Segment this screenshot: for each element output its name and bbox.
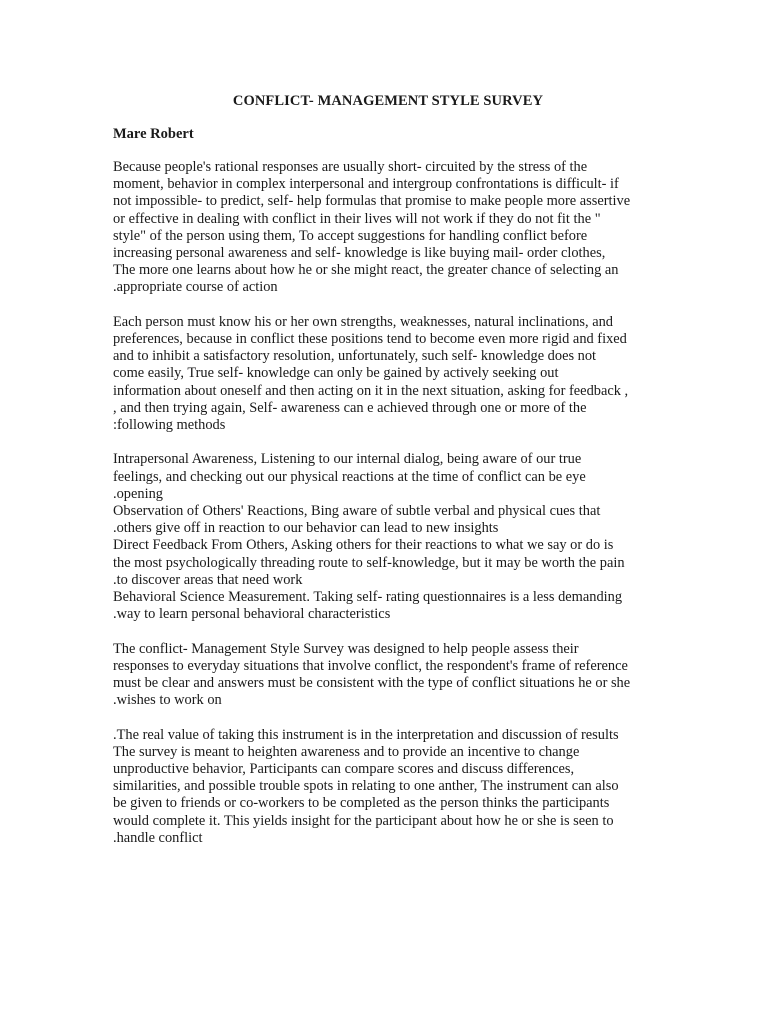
text-line: moment, behavior in complex interpersonal and intergroup confrontations is difficult- if	[113, 176, 619, 193]
text-line: .others give off in reaction to our behavior can lead to new insights	[113, 520, 499, 537]
text-line: or effective in dealing with conflict in their lives will not work if they do not fit the "	[113, 210, 601, 227]
text-line: similarities, and possible trouble spots in relating to one anther, The instrument can also	[113, 778, 619, 795]
text-line: the most psychologically threading route to self-knowledge, but it may be worth the pain	[113, 554, 625, 571]
text-line: responses to everyday situations that involve conflict, the respondent's frame of reference	[113, 657, 628, 674]
text-line: .way to learn personal behavioral characteristics	[113, 606, 391, 623]
paragraph-survey-purpose	[113, 641, 653, 710]
paragraph-methods	[113, 451, 653, 623]
text-line: .The real value of taking this instrument is in the interpretation and discussion of results	[113, 726, 619, 743]
document-page	[113, 92, 653, 847]
text-line: come easily, True self- knowledge can only be gained by actively seeking out	[113, 365, 559, 382]
text-line: and to inhibit a satisfactory resolution, unfortunately, such self- knowledge does not	[113, 348, 597, 365]
text-line: , and then trying again, Self- awareness can e achieved through one or more of the	[113, 399, 587, 416]
text-line: .to discover areas that need work	[113, 571, 303, 588]
paragraph-spacer	[113, 709, 653, 726]
text-line: .appropriate course of action	[113, 279, 278, 296]
text-line: would complete it. This yields insight for the participant about how he or she is seen to	[113, 812, 614, 829]
text-line: .wishes to work on	[113, 692, 222, 709]
text-line: The survey is meant to heighten awareness and to provide an incentive to change	[113, 743, 580, 760]
text-line: preferences, because in conflict these positions tend to become even more rigid and fixed	[113, 331, 627, 348]
text-line: feelings, and checking out our physical reactions at the time of conflict can be eye	[113, 468, 586, 485]
text-line: Because people's rational responses are usually short- circuited by the stress of the	[113, 159, 588, 175]
text-line: increasing personal awareness and self- knowledge is like buying mail- order clothes,	[113, 245, 606, 262]
paragraph-spacer	[113, 297, 653, 314]
document-title: CONFLICT- MANAGEMENT STYLE SURVEY	[232, 93, 544, 109]
text-line: :following methods	[113, 417, 226, 434]
text-line: Behavioral Science Measurement. Taking self- rating questionnaires is a less demanding	[113, 589, 623, 606]
text-line: .handle conflict	[113, 829, 203, 846]
text-line: The more one learns about how he or she might react, the greater chance of selecting an	[113, 262, 619, 279]
text-line: unproductive behavior, Participants can compare scores and discuss differences,	[113, 761, 575, 778]
text-line: Observation of Others' Reactions, Bing aware of subtle verbal and physical cues that	[113, 503, 601, 520]
text-line: must be clear and answers must be consistent with the type of conflict situations he or she	[113, 675, 631, 692]
paragraph-real-value	[113, 727, 653, 847]
text-line: not impossible- to predict, self- help formulas that promise to make people more assertive	[113, 193, 631, 210]
author-name: Mare Robert	[113, 126, 194, 142]
text-line: Intrapersonal Awareness, Listening to our internal dialog, being aware of our true	[113, 451, 582, 468]
text-line: information about oneself and then acting on it in the next situation, asking for feedback ,	[113, 382, 629, 399]
paragraph-intro	[113, 159, 653, 297]
paragraph-spacer	[113, 434, 653, 451]
text-line: style" of the person using them, To accept suggestions for handling conflict before	[113, 227, 588, 244]
text-line: Each person must know his or her own strengths, weaknesses, natural inclinations, and	[113, 313, 613, 330]
paragraph-spacer	[113, 623, 653, 640]
text-line: be given to friends or co-workers to be completed as the person thinks the participants	[113, 795, 610, 812]
text-line: Direct Feedback From Others, Asking others for their reactions to what we say or do is	[113, 537, 614, 554]
text-line: .opening	[113, 485, 163, 502]
paragraph-self-knowledge	[113, 314, 653, 434]
text-line: The conflict- Management Style Survey was designed to help people assess their	[113, 640, 579, 657]
